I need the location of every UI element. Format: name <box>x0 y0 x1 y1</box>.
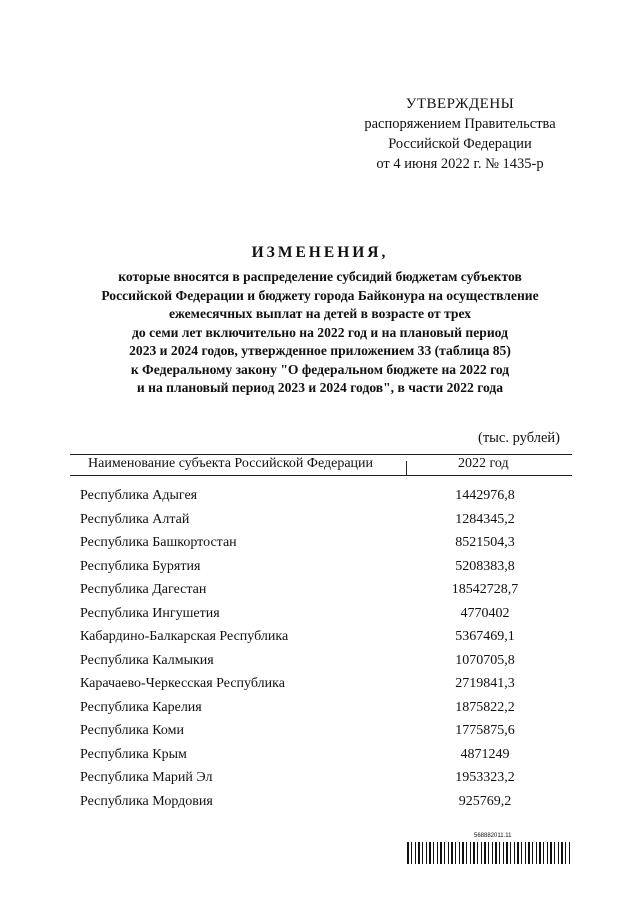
region-value: 4770402 <box>460 605 510 621</box>
units-label: (тыс. рублей) <box>478 430 560 446</box>
region-value: 18542728,7 <box>451 582 519 597</box>
region-value: 8521504,3 <box>455 535 515 550</box>
approval-line-1: распоряжением Правительства <box>364 116 556 132</box>
region-name: Республика Карелия <box>80 699 202 715</box>
region-value: 1875822,2 <box>455 699 515 715</box>
region-value: 1953323,2 <box>455 770 515 785</box>
region-name: Республика Адыгея <box>80 488 198 503</box>
approval-title: УТВЕРЖДЕНЫ <box>405 96 515 112</box>
subtitle-line: Российской Федерации и бюджету города Байконура на осуществление <box>101 287 539 303</box>
table-row <box>80 747 580 771</box>
region-name: Республика Калмыкия <box>80 652 214 668</box>
approval-line-2: Российской Федерации <box>388 136 532 152</box>
region-name: Республика Марий Эл <box>80 770 213 785</box>
subtitle-line: к Федеральному закону "О федеральном бюджете на 2022 год <box>130 361 510 377</box>
table-row <box>80 488 580 512</box>
region-value: 1775875,6 <box>455 723 515 738</box>
table-row <box>80 512 580 536</box>
table-row <box>80 629 580 653</box>
subtitle-line: 2023 и 2024 годов, утвержденное приложением 33 (таблица 85) <box>129 343 511 358</box>
region-name: Республика Крым <box>80 746 187 762</box>
table-row <box>80 723 580 747</box>
table-row <box>80 794 580 818</box>
region-name: Республика Бурятия <box>80 558 201 574</box>
table-row <box>80 582 580 606</box>
table-row <box>80 770 580 794</box>
subtitle-line: и на плановый период 2023 и 2024 годов", в части 2022 года <box>136 380 504 395</box>
approval-block <box>340 94 580 174</box>
region-name: Республика Алтай <box>80 511 190 527</box>
region-value: 1284345,2 <box>455 511 515 527</box>
table-row <box>80 653 580 677</box>
subtitle-line: которые вносятся в распределение субсидий бюджетам субъектов <box>118 269 522 284</box>
region-value: 4871249 <box>460 746 510 762</box>
region-value: 2719841,3 <box>455 676 515 691</box>
region-name: Карачаево-Черкесская Республика <box>80 676 285 691</box>
region-name: Республика Коми <box>80 723 184 738</box>
region-value: 5208383,8 <box>455 558 515 574</box>
approval-line-3: от 4 июня 2022 г. № 1435-р <box>376 156 544 172</box>
column-divider <box>406 461 407 475</box>
table-row <box>80 676 580 700</box>
subtitle-line: до семи лет включительно на 2022 год и на плановый период <box>132 324 508 340</box>
document-title: ИЗМЕНЕНИЯ, <box>251 244 389 261</box>
subtitle-line: ежемесячных выплат на детей в возрасте от трех <box>168 306 472 321</box>
region-name: Республика Ингушетия <box>80 605 220 621</box>
region-name: Республика Дагестан <box>80 582 207 597</box>
column-header-year: 2022 год <box>458 456 509 471</box>
table-row <box>80 535 580 559</box>
footer-code: 568882011.11 <box>474 833 512 839</box>
region-name: Республика Мордовия <box>80 793 213 809</box>
region-name: Кабардино-Балкарская Республика <box>80 629 289 644</box>
column-header-region: Наименование субъекта Российской Федерации <box>88 456 374 471</box>
region-name: Республика Башкортостан <box>80 535 237 550</box>
table-row <box>80 606 580 630</box>
region-value: 925769,2 <box>458 793 512 809</box>
table-row <box>80 559 580 583</box>
barcode-icon <box>407 842 571 864</box>
table-row <box>80 700 580 724</box>
region-value: 1442976,8 <box>455 488 515 503</box>
table-header <box>70 454 572 476</box>
document-subtitle <box>60 268 580 398</box>
region-value: 5367469,1 <box>455 629 515 644</box>
table-body <box>80 488 580 817</box>
region-value: 1070705,8 <box>455 652 515 668</box>
